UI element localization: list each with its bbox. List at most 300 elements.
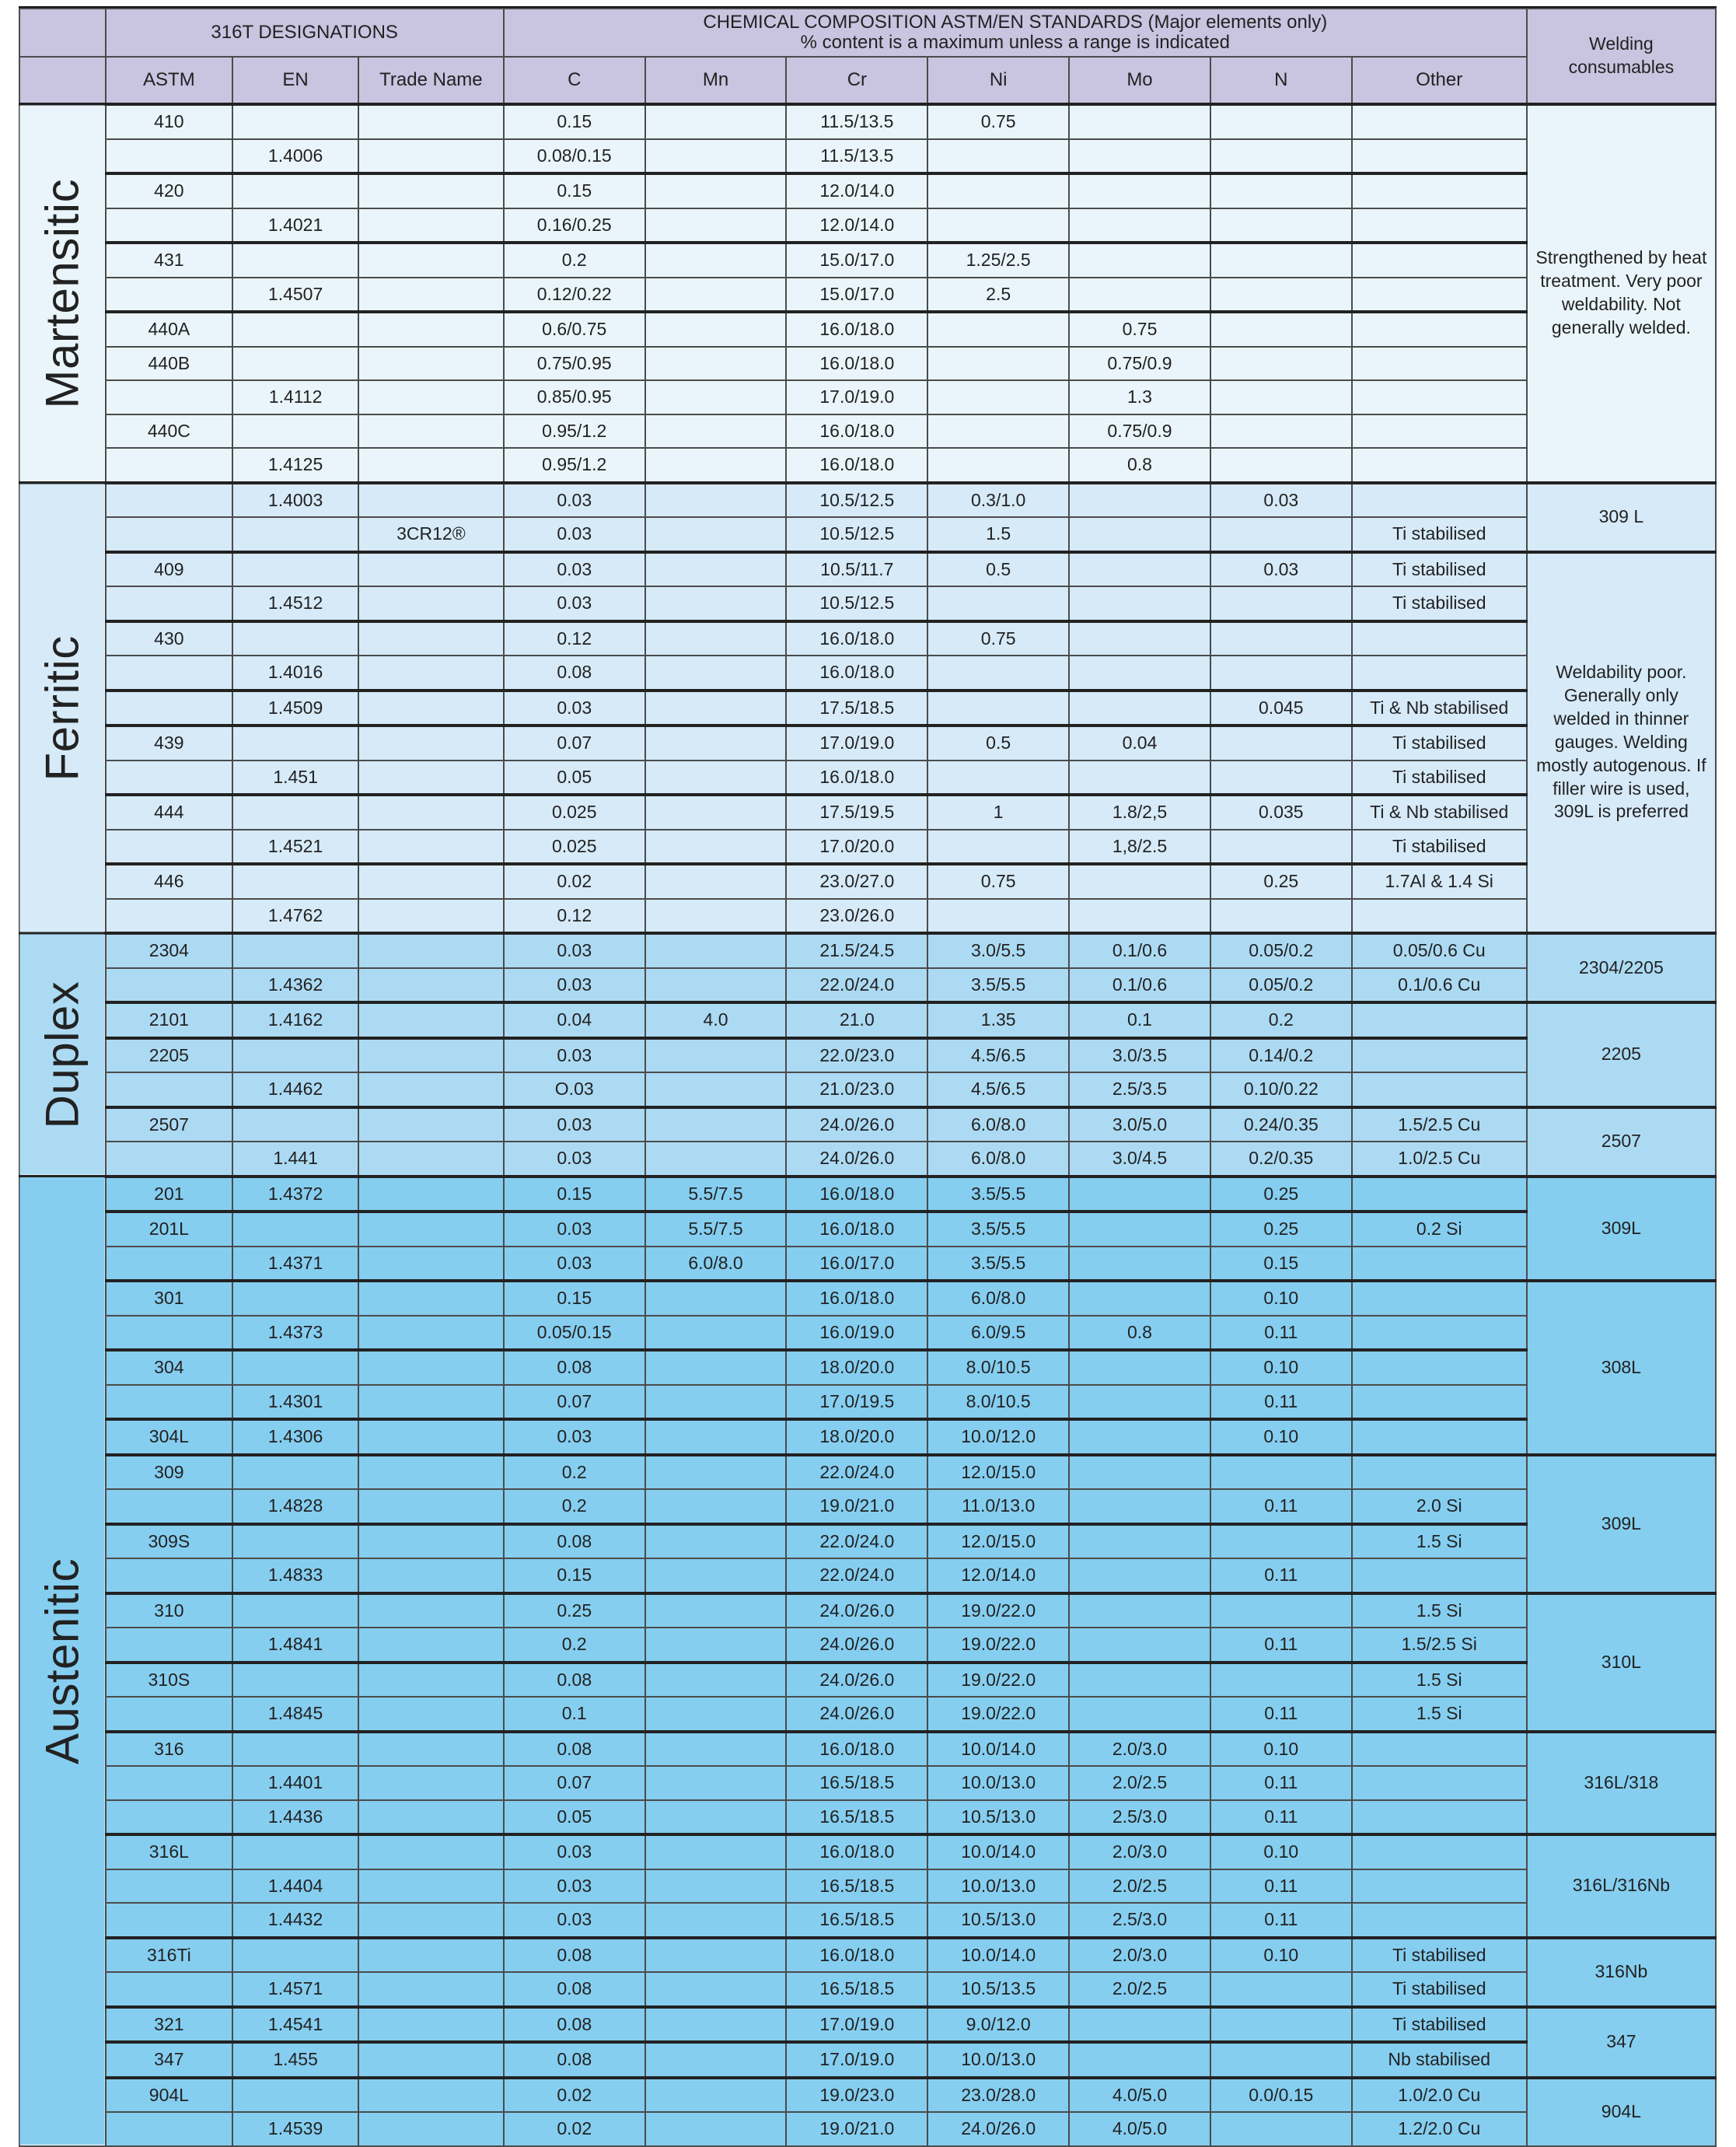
table-cell: 3.5/5.5: [927, 1247, 1069, 1282]
table-cell: Ti stabilised: [1352, 552, 1527, 587]
table-cell: 1.4507: [232, 278, 358, 313]
table-cell: [1352, 1281, 1527, 1316]
table-cell: 15.0/17.0: [786, 278, 927, 313]
table-cell: [645, 1732, 787, 1767]
table-cell: 6.0/9.5: [927, 1316, 1069, 1351]
table-cell: 8.0/10.5: [927, 1350, 1069, 1385]
table-cell: [1352, 448, 1527, 483]
table-row: [19, 448, 1716, 483]
table-cell: [1352, 1419, 1527, 1455]
table-cell: 2.0/3.0: [1069, 1732, 1210, 1767]
table-cell: [358, 1316, 504, 1351]
table-cell: 0.5: [927, 552, 1069, 587]
table-cell: [645, 2112, 787, 2146]
table-cell: 440B: [106, 347, 233, 381]
table-cell: 16.0/18.0: [786, 1281, 927, 1316]
table-cell: 0.08: [504, 1732, 645, 1767]
table-cell: [106, 1628, 233, 1663]
table-cell: [358, 2078, 504, 2113]
table-cell: [645, 1385, 787, 1420]
table-cell: [232, 104, 358, 139]
table-cell: [645, 1834, 787, 1869]
table-row: [19, 1455, 1716, 1490]
table-cell: [1210, 830, 1352, 865]
table-cell: [106, 586, 233, 621]
composition-table-body: [19, 104, 1716, 2146]
table-cell: [1069, 1489, 1210, 1524]
table-cell: 316Ti: [106, 1938, 233, 1973]
table-cell: [1352, 1038, 1527, 1073]
table-cell: 0.1/0.6: [1069, 933, 1210, 968]
welding-consumable-cell: 2507: [1527, 1107, 1716, 1177]
table-cell: 1.4509: [232, 691, 358, 726]
column-header: Ni: [927, 57, 1069, 104]
table-row: [19, 1489, 1716, 1524]
table-cell: [106, 1697, 233, 1732]
table-row: [19, 2042, 1716, 2078]
table-cell: 444: [106, 795, 233, 830]
table-cell: 1.4845: [232, 1697, 358, 1732]
table-cell: [1210, 656, 1352, 691]
table-cell: [1069, 483, 1210, 518]
table-cell: 0.2: [1210, 1002, 1352, 1038]
table-row: [19, 1869, 1716, 1904]
composition-header-line1: CHEMICAL COMPOSITION ASTM/EN STANDARDS (Major elements only): [703, 11, 1328, 33]
table-cell: [645, 104, 787, 139]
table-cell: 19.0/21.0: [786, 2112, 927, 2146]
table-cell: 12.0/15.0: [927, 1455, 1069, 1490]
table-cell: 316: [106, 1732, 233, 1767]
table-row: [19, 586, 1716, 621]
table-cell: [106, 761, 233, 796]
table-cell: 347: [106, 2042, 233, 2078]
table-cell: 3.5/5.5: [927, 1177, 1069, 1212]
table-cell: 19.0/22.0: [927, 1593, 1069, 1628]
table-row: [19, 2007, 1716, 2043]
table-cell: [1352, 380, 1527, 414]
table-cell: [1352, 173, 1527, 208]
table-cell: [358, 1972, 504, 2007]
welding-consumable-cell: 309 L: [1527, 483, 1716, 552]
table-cell: 1.5 Si: [1352, 1524, 1527, 1559]
table-cell: 1.4125: [232, 448, 358, 483]
table-cell: 1.4541: [232, 2007, 358, 2043]
table-cell: [232, 312, 358, 347]
table-cell: 16.0/18.0: [786, 1938, 927, 1973]
table-cell: 1.4006: [232, 139, 358, 174]
table-cell: [358, 552, 504, 587]
table-cell: [106, 1072, 233, 1107]
table-cell: [358, 414, 504, 449]
table-cell: 1.4016: [232, 656, 358, 691]
table-cell: 1.4401: [232, 1766, 358, 1800]
table-cell: 321: [106, 2007, 233, 2043]
table-cell: [645, 1558, 787, 1593]
table-cell: 4.0/5.0: [1069, 2078, 1210, 2113]
table-cell: 440C: [106, 414, 233, 449]
table-cell: [106, 517, 233, 552]
table-cell: [1069, 1455, 1210, 1490]
table-cell: [1069, 691, 1210, 726]
table-cell: [358, 1593, 504, 1628]
table-cell: 309S: [106, 1524, 233, 1559]
table-cell: [645, 1038, 787, 1073]
group-label-ferritic: Ferritic: [19, 483, 106, 934]
table-cell: 10.0/12.0: [927, 1419, 1069, 1455]
table-cell: [1352, 1072, 1527, 1107]
column-header: EN: [232, 57, 358, 104]
table-cell: [106, 656, 233, 691]
table-cell: [927, 312, 1069, 347]
table-cell: 16.0/18.0: [786, 448, 927, 483]
table-cell: [645, 380, 787, 414]
table-cell: 0.11: [1210, 1903, 1352, 1938]
table-cell: 16.0/18.0: [786, 656, 927, 691]
table-cell: 1.4762: [232, 899, 358, 934]
table-cell: 0.75: [927, 621, 1069, 656]
table-cell: 2.0 Si: [1352, 1489, 1527, 1524]
table-cell: [1069, 1281, 1210, 1316]
table-cell: [358, 1247, 504, 1282]
table-cell: Ti stabilised: [1352, 517, 1527, 552]
table-cell: [645, 139, 787, 174]
table-cell: 16.5/18.5: [786, 1972, 927, 2007]
table-cell: 2.0/2.5: [1069, 1766, 1210, 1800]
table-row: [19, 864, 1716, 899]
table-cell: [106, 380, 233, 414]
table-row: [19, 761, 1716, 796]
table-row: [19, 1903, 1716, 1938]
table-cell: [645, 1697, 787, 1732]
table-cell: Ti stabilised: [1352, 586, 1527, 621]
table-cell: 23.0/26.0: [786, 899, 927, 934]
table-cell: [1069, 899, 1210, 934]
table-cell: [106, 968, 233, 1003]
table-cell: 1.4306: [232, 1419, 358, 1455]
table-cell: 17.5/18.5: [786, 691, 927, 726]
table-cell: 0.95/1.2: [504, 448, 645, 483]
table-cell: 0.10: [1210, 1732, 1352, 1767]
table-cell: [645, 1766, 787, 1800]
table-cell: 1.4539: [232, 2112, 358, 2146]
table-cell: 0.03: [504, 517, 645, 552]
table-cell: 0.10: [1210, 1419, 1352, 1455]
table-cell: [358, 726, 504, 761]
table-cell: [1069, 1247, 1210, 1282]
table-cell: 2507: [106, 1107, 233, 1142]
header-row-columns: [19, 57, 1716, 104]
table-cell: [232, 726, 358, 761]
table-cell: 301: [106, 1281, 233, 1316]
table-cell: [358, 2112, 504, 2146]
table-cell: 2.5/3.0: [1069, 1903, 1210, 1938]
table-cell: [645, 726, 787, 761]
table-cell: 0.0/0.15: [1210, 2078, 1352, 2113]
table-cell: 0.08: [504, 1524, 645, 1559]
table-cell: 409: [106, 552, 233, 587]
table-cell: 1.5/2.5 Si: [1352, 1628, 1527, 1663]
table-cell: 17.0/19.5: [786, 1385, 927, 1420]
table-cell: 0.05/0.15: [504, 1316, 645, 1351]
table-cell: [106, 1385, 233, 1420]
welding-consumable-cell: Strengthened by heat treatment. Very poor weldability. Not generally welded.: [1527, 104, 1716, 483]
table-cell: 0.07: [504, 1385, 645, 1420]
table-cell: 12.0/14.0: [786, 208, 927, 243]
table-cell: 21.0/23.0: [786, 1072, 927, 1107]
table-cell: [927, 380, 1069, 414]
table-cell: [1352, 1834, 1527, 1869]
table-cell: 4.5/6.5: [927, 1072, 1069, 1107]
table-cell: 1.4512: [232, 586, 358, 621]
table-cell: [1352, 1177, 1527, 1212]
table-cell: [645, 1107, 787, 1142]
table-cell: 16.5/18.5: [786, 1903, 927, 1938]
table-cell: 0.03: [1210, 552, 1352, 587]
table-cell: [1210, 448, 1352, 483]
table-cell: 11.0/13.0: [927, 1489, 1069, 1524]
table-cell: [927, 586, 1069, 621]
column-header: Mo: [1069, 57, 1210, 104]
table-cell: [1352, 656, 1527, 691]
table-cell: 0.75/0.9: [1069, 414, 1210, 449]
table-cell: 16.0/18.0: [786, 1834, 927, 1869]
welding-consumable-cell: 316L/318: [1527, 1732, 1716, 1835]
table-row: [19, 1142, 1716, 1177]
table-cell: 0.25: [1210, 1177, 1352, 1212]
table-cell: 24.0/26.0: [786, 1107, 927, 1142]
group-label-duplex: Duplex: [19, 933, 106, 1177]
composition-table: [19, 8, 1717, 2147]
table-cell: 0.25: [504, 1593, 645, 1628]
table-row: [19, 278, 1716, 313]
table-cell: [1069, 208, 1210, 243]
table-cell: [358, 1489, 504, 1524]
table-cell: 22.0/24.0: [786, 968, 927, 1003]
table-cell: 0.10: [1210, 1350, 1352, 1385]
table-cell: 1.5: [927, 517, 1069, 552]
table-cell: [927, 830, 1069, 865]
table-row: [19, 899, 1716, 934]
table-cell: [358, 1800, 504, 1835]
table-cell: 2.0/3.0: [1069, 1834, 1210, 1869]
table-cell: [358, 139, 504, 174]
welding-consumable-cell: 309L: [1527, 1455, 1716, 1593]
table-row: [19, 1107, 1716, 1142]
table-cell: [232, 414, 358, 449]
table-cell: 17.5/19.5: [786, 795, 927, 830]
table-cell: [1069, 1350, 1210, 1385]
table-cell: [358, 1766, 504, 1800]
table-cell: 0.11: [1210, 1869, 1352, 1904]
table-cell: 0.2 Si: [1352, 1212, 1527, 1247]
designations-header: 316T DESIGNATIONS: [106, 9, 504, 57]
table-cell: 1.7Al & 1.4 Si: [1352, 864, 1527, 899]
table-cell: 2.0/3.0: [1069, 1938, 1210, 1973]
table-cell: 2.5/3.0: [1069, 1800, 1210, 1835]
table-cell: [106, 1142, 233, 1177]
table-cell: [1069, 864, 1210, 899]
table-cell: 0.12/0.22: [504, 278, 645, 313]
column-header: Other: [1352, 57, 1527, 104]
table-cell: 2.0/2.5: [1069, 1972, 1210, 2007]
table-cell: [645, 2042, 787, 2078]
table-cell: [1352, 243, 1527, 278]
welding-consumable-cell: 904L: [1527, 2078, 1716, 2146]
table-cell: 3.5/5.5: [927, 968, 1069, 1003]
table-cell: 10.5/12.5: [786, 483, 927, 518]
table-cell: [927, 414, 1069, 449]
table-cell: 1.451: [232, 761, 358, 796]
table-cell: 0.10: [1210, 1281, 1352, 1316]
table-cell: [106, 139, 233, 174]
table-cell: [1352, 1732, 1527, 1767]
table-cell: [358, 795, 504, 830]
table-cell: [1069, 621, 1210, 656]
welding-consumable-cell: Weldability poor. Generally only welded in thinner gauges. Welding mostly autogenous. If filler wire is used, 309L is preferred: [1527, 552, 1716, 934]
table-cell: Ti stabilised: [1352, 1972, 1527, 2007]
table-cell: 0.08: [504, 2042, 645, 2078]
table-cell: 10.5/13.0: [927, 1903, 1069, 1938]
header-row-top: [19, 9, 1716, 57]
welding-header: Welding consumables: [1527, 9, 1716, 104]
table-cell: Ti stabilised: [1352, 726, 1527, 761]
table-cell: 0.03: [504, 1107, 645, 1142]
table-cell: 10.0/14.0: [927, 1834, 1069, 1869]
table-row: [19, 830, 1716, 865]
table-cell: 3.0/5.5: [927, 933, 1069, 968]
table-cell: Ti & Nb stabilised: [1352, 795, 1527, 830]
table-cell: [927, 173, 1069, 208]
table-cell: 3.0/3.5: [1069, 1038, 1210, 1073]
table-cell: [232, 1524, 358, 1559]
table-cell: 1.5 Si: [1352, 1663, 1527, 1698]
table-cell: 0.025: [504, 830, 645, 865]
table-cell: 0.03: [504, 1903, 645, 1938]
table-cell: 304L: [106, 1419, 233, 1455]
table-cell: [1069, 552, 1210, 587]
table-cell: 0.08: [504, 1663, 645, 1698]
table-cell: [1069, 761, 1210, 796]
table-row: [19, 1247, 1716, 1282]
table-cell: 1.4362: [232, 968, 358, 1003]
table-row: [19, 1628, 1716, 1663]
table-row: [19, 1593, 1716, 1628]
table-cell: 3.5/5.5: [927, 1212, 1069, 1247]
table-cell: [1069, 1593, 1210, 1628]
table-cell: 16.5/18.5: [786, 1869, 927, 1904]
table-cell: 17.0/19.0: [786, 380, 927, 414]
table-cell: 23.0/27.0: [786, 864, 927, 899]
table-cell: [1210, 278, 1352, 313]
table-cell: [645, 1972, 787, 2007]
table-cell: [645, 448, 787, 483]
table-cell: 0.03: [504, 1247, 645, 1282]
table-row: [19, 1938, 1716, 1973]
table-cell: 0.05/0.2: [1210, 968, 1352, 1003]
table-cell: 0.11: [1210, 1697, 1352, 1732]
table-cell: 430: [106, 621, 233, 656]
table-cell: [1210, 621, 1352, 656]
table-cell: [358, 1558, 504, 1593]
welding-consumable-cell: 316Nb: [1527, 1938, 1716, 2007]
table-cell: 22.0/23.0: [786, 1038, 927, 1073]
table-cell: [106, 483, 233, 518]
table-cell: [927, 139, 1069, 174]
table-cell: 0.95/1.2: [504, 414, 645, 449]
table-cell: 1.4162: [232, 1002, 358, 1038]
table-row: [19, 691, 1716, 726]
table-cell: 0.08/0.15: [504, 139, 645, 174]
table-cell: 24.0/26.0: [786, 1663, 927, 1698]
table-cell: 0.03: [504, 1038, 645, 1073]
table-cell: [232, 621, 358, 656]
table-cell: 0.1: [1069, 1002, 1210, 1038]
table-cell: 1.4021: [232, 208, 358, 243]
table-cell: [106, 830, 233, 865]
table-cell: [358, 1212, 504, 1247]
table-cell: [1069, 1212, 1210, 1247]
table-cell: 0.75/0.95: [504, 347, 645, 381]
column-header: Trade Name: [358, 57, 504, 104]
table-cell: 0.11: [1210, 1385, 1352, 1420]
table-cell: [358, 104, 504, 139]
table-cell: 16.0/18.0: [786, 1212, 927, 1247]
table-cell: [232, 517, 358, 552]
table-cell: [645, 1800, 787, 1835]
table-cell: [645, 864, 787, 899]
table-cell: [645, 1072, 787, 1107]
table-cell: [1069, 656, 1210, 691]
table-cell: [358, 347, 504, 381]
table-row: [19, 552, 1716, 587]
table-cell: [358, 1419, 504, 1455]
table-cell: 0.11: [1210, 1489, 1352, 1524]
table-cell: [645, 552, 787, 587]
table-cell: 0.15: [504, 173, 645, 208]
table-cell: [1352, 1316, 1527, 1351]
table-cell: [645, 1455, 787, 1490]
table-row: [19, 621, 1716, 656]
table-cell: 1.35: [927, 1002, 1069, 1038]
table-cell: 5.5/7.5: [645, 1177, 787, 1212]
header-corner-cell: [19, 9, 106, 57]
table-row: [19, 1350, 1716, 1385]
table-cell: [645, 1628, 787, 1663]
table-cell: 0.05: [504, 1800, 645, 1835]
table-cell: [1352, 483, 1527, 518]
table-cell: 19.0/22.0: [927, 1663, 1069, 1698]
table-cell: [358, 830, 504, 865]
table-cell: 10.0/13.0: [927, 1869, 1069, 1904]
table-row: [19, 1697, 1716, 1732]
table-row: [19, 2112, 1716, 2146]
table-cell: [358, 1663, 504, 1698]
table-cell: [645, 2078, 787, 2113]
table-cell: [645, 830, 787, 865]
table-cell: 0.15: [504, 104, 645, 139]
table-cell: 0.2: [504, 243, 645, 278]
table-cell: [358, 1697, 504, 1732]
table-cell: [645, 1281, 787, 1316]
table-cell: [645, 933, 787, 968]
table-cell: [232, 552, 358, 587]
table-cell: [1210, 1455, 1352, 1490]
table-cell: [106, 1558, 233, 1593]
table-cell: [1069, 243, 1210, 278]
table-cell: 1.3: [1069, 380, 1210, 414]
table-cell: 0.12: [504, 899, 645, 934]
table-row: [19, 312, 1716, 347]
